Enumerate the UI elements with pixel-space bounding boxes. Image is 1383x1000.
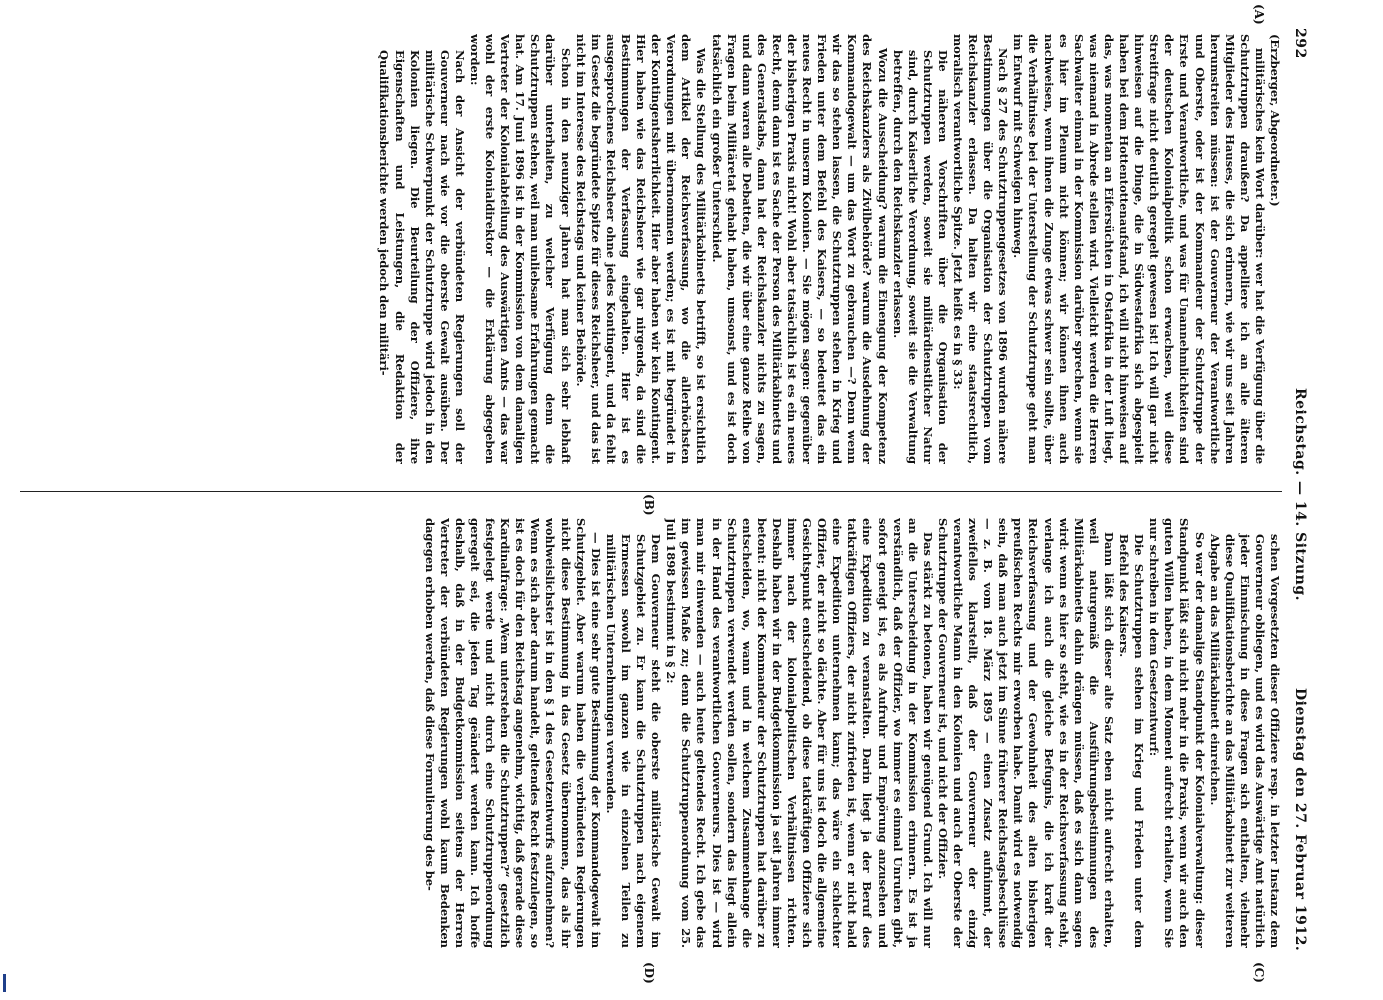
quoted-paragraph: Die Schutztruppen stehen im Krieg und Frieden unter dem Befehl des Kaisers.: [1117, 534, 1147, 948]
page-header: [1286, 28, 1308, 972]
margin-marker-a: (A): [1252, 4, 1266, 25]
paragraph: Das stärkt zu betonen, haben wir genügend Grund. Ich will nur an die Unterscheidung in der Kommission erinnern. Es ist ja verständlich, daß der Offizier, wo immer es einmal Unruhen gibt, sofort geneigt ist, es als Aufruhr und Empörung anzusehen und eine Expedition zu veranstalten. Darin liegt ja der Beruf des tatkräftigen Offiziers, der nicht zufrieden ist, wenn er nicht bald eine Expedition unternehmen kann; das wäre ein schlechter Offizier, der nicht so dächte. Aber für uns ist doch die allgemeine Gesichtspunkt entscheidend, ob diese tatkräftigen Offiziere sich immer nach der kolonialpolitischen Verhältnissen richten. Deshalb haben wir in der Budgetkommission ja seit Jahren immer betont: nicht der Kommandeur der Schutztruppen hat darüber zu entscheiden, wo, wann und in welchem Zusammenhange die Schutztruppen verwendet werden sollen, sondern das liegt allein in der Hand des verantwortlichen Gouverneurs. Dies ist — wird man mir einwenden — auch heute geltendes Recht. Ich gebe das im gewissen Maße zu; denn die Schutztruppenordnung vom 25. Juli 1898 bestimmt in § 2:: [664, 518, 935, 948]
quoted-paragraph: Die näheren Vorschriften über die Organisation der Schutztruppen werden, soweit sie militärdienstlicher Natur sind, durch Kaiserliche Verordnung, soweit sie die Verwaltung betreffen, durch den Reichskanzler erlassen.: [890, 50, 950, 464]
paragraph: — Dies ist eine sehr gute Bestimmung der Kommandogewalt im Schutzgebiet. Aber warum haben die verbündeten Regierungen nicht diese Bestimmung in das Gesetz übernommen, das als ihr wohlweislichster ist in den § 1 des Gesetzentwurfs aufzunehmen? Wenn es sich aber darum handelt, geltendes Recht festzulegen, so ist es doch für den Reichstag angenehm, wichtig, daß gerade diese Kardinalfrage: „Wem unterstehen die Schutztruppen?“ gesetzlich festgelegt werde und nicht durch eine Schutztruppenordnung geregelt sei, die jeden Tag geändert werden kann. Ich hoffe deshalb, daß in der Budgetkommission seitens der Herren Vertreter der verbündeten Regierungen wohl kaum Bedenken dagegen erhoben werden, daß diese Formulierung des be-: [422, 518, 603, 948]
paragraph: Was die Stellung des Militärkabinetts betrifft, so ist ersichtlich dem Artikel der Reichsverfassung, wo die allerhöchsten Verordnungen mit übernommen werden; es ist mit begründet in der Kontingentsherrlichkeit. Hier aber haben wir kein Kontingent. Hier haben wie das Reichsheer wie gar nirgends, da sind die Bestimmungen der Verfassung eingehalten. Hier ist es ausgesprochenes Reichsheer ohne jedes Kontingent, und da fehlt im Gesetz die begründete Spitze für dieses Reichsheer, und das ist nicht im Interesse des Reichstags und keiner Behörde.: [573, 34, 709, 464]
quoted-paragraph: schen Vorgesetzten dieser Offiziere resp. in letzter Instanz dem Gouverneur obliegen, und es wird das Auswärtige Amt natürlich jeder Einmischung in diese Fragen sich enthalten, vielmehr diese Qualifikationsberichte an das Militärkabinett zur weiteren Abgabe an das Militärkabinett einreichen.: [1207, 534, 1282, 948]
margin-marker-d: (D): [642, 962, 656, 984]
paragraph: Nach § 27 des Schutztruppengesetzes von 1896 wurden nähere Bestimmungen über die Organisation der Schutztruppen vom Reichskanzler erlassen. Da halten wir eine staatsrechtlich, moralisch verantwortliche Spitze. Jetzt heißt es in § 33:: [951, 34, 1011, 464]
paragraph: Wozu die Ausscheidung? warum die Einengung der Kompetenz des Reichskanzlers als Zivilbehörde? warum die Ausdehnung der Kommandogewalt — um das Wort zu gebrauchen —? Denn wenn wir das so stehen lassen, die Schutztruppen stehen in Krieg und Frieden unter dem Befehl des Kaisers, — so bedeutet das ein neues Recht in unserm Kolonien. — Sie mögen sagen: gegenüber der bisherigen Praxis nicht! Wohl aber tatsächlich ist es ein neues Recht, denn dann ist es Sache der Person des Militärkabinetts und des Generalstabs, dann hat der Reichskanzler nichts zu sagen, und dann waren alle Debatten, die wir über eine ganze Reihe von Fragen beim Militäretat gehabt haben, umsonst, und es ist doch tatsächlich ein großer Unterschied.: [709, 34, 890, 464]
paragraph: militärisches kein Wort darüber: wer hat die Verfügung über die Schutztruppen draußen? Da appelliere ich an alle älteren Mitglieder des Hauses, die sich erinnern, wie wir uns seit Jahren herumstreiten müssen: ist der Gouverneur der Verantwortliche und Oberste, oder ist der Kommandeur der Schutztruppe der Erste und Verantwortliche, und was für Unannehmlichkeiten sind der deutschen Kolonialpolitik schon erwachsen, weil diese Streitfrage nicht deutlich geregelt gewesen ist! Ich will gar nicht hinweisen auf die Dinge, die in Südwestafrika sich abgespielt haben bei dem Hottentottenaufstand, ich will nicht hinweisen auf das, was momentan an Eifersüchten in Ostafrika in der Luft liegt, was niemand in Abrede stellen wird. Vielleicht werden die Herren Sachwalter einmal in der Kommission darüber sprechen, wenn sie es hier im Plenum nicht können; wir können ihnen auch nachweisen, wenn ihnen die Zunge etwas schwer sein sollte, über die Verhältnisse bei der Unterstellung der Schutztruppe geht man im Entwurf mit Schweigen hinweg.: [1011, 34, 1267, 464]
left-column: [22, 34, 1282, 464]
right-column: [22, 518, 1282, 948]
quoted-paragraph: Dem Gouverneur steht die oberste militärische Gewalt im Schutzgebiet zu. Er kann die Schutztruppen nach eigenem Ermessen sowohl im ganzen wie in einzelnen Teilen zu militärischen Unternehmungen verwenden.: [603, 534, 664, 948]
speaker-label: (Erzberger, Abgeordneter.): [1268, 34, 1282, 207]
quoted-paragraph: Nach der Ansicht der verbündeten Regierungen soll der Gouverneur nach wie vor die oberste Gewalt ausüben. Der militärische Schwerpunkt der Schutztruppe wird jedoch in den Kolonien liegen. Die Beurteilung der Offiziere, ihre Eigenschaften und Leistungen, die Redaktion der Qualifikationsberichte werden jedoch den militäri-: [377, 50, 467, 464]
paragraph: So war der damalige Standpunkt der Kolonialverwaltung: dieser Standpunkt läßt sich nicht mehr in die Praxis, wenn wir auch den guten Willen haben, in dem Moment aufrecht erhalten, wenn Sie nur schreiben in dem Gesetzentwurf:: [1147, 518, 1207, 948]
paragraph: Schon in den neunziger Jahren hat man sich sehr lebhaft darüber unterhalten, zu welcher Verfügung denn die Schutztruppen stehen, weil man unliebsame Erfahrungen gemacht hat. Am 17. Juni 1896 ist in der Kommission von dem damaligen Vertreter der Kolonialabteilung des Auswärtigen Amts — das war wohl der erste Kolonialdirektor — die Erklärung abgegeben worden:: [468, 34, 573, 464]
margin-marker-b: (B): [642, 494, 656, 516]
column-divider: [20, 491, 1282, 492]
session-date: Dienstag den 27. Februar 1912.: [1292, 688, 1308, 952]
scanned-page: [6, 0, 1316, 1000]
running-title: Reichstag. — 14. Sitzung.: [1292, 388, 1308, 601]
page-number: 292: [1292, 28, 1308, 59]
paragraph: Dann läßt sich dieser alte Satz eben nicht aufrecht erhalten, weil naturgemäß die Ausführungsbestimmungen des Militärkabinetts dahin drängen müssen, daß es sich dann sagen wird: wenn es hier so steht, wie es in der Reichsverfassung steht, verlange ich auch die gleiche Befugnis, die ich kraft der Reichsverfassung und der Gewohnheit des alten bisherigen preußischen Rechts mir erworben habe. Damit wird es notwendig sein, daß man auch jetzt im Sinne früherer Reichstagsbeschlüsse — z. B. vom 18. März 1895 — einen Zusatz aufnimmt, der zweifellos klarstellt, daß der Gouverneur der einzig verantwortliche Mann in den Kolonien und auch der Oberste der Schutztruppe der Gouverneur ist, und nicht der Offizier.: [935, 518, 1116, 948]
margin-marker-c: (C): [1252, 962, 1266, 983]
